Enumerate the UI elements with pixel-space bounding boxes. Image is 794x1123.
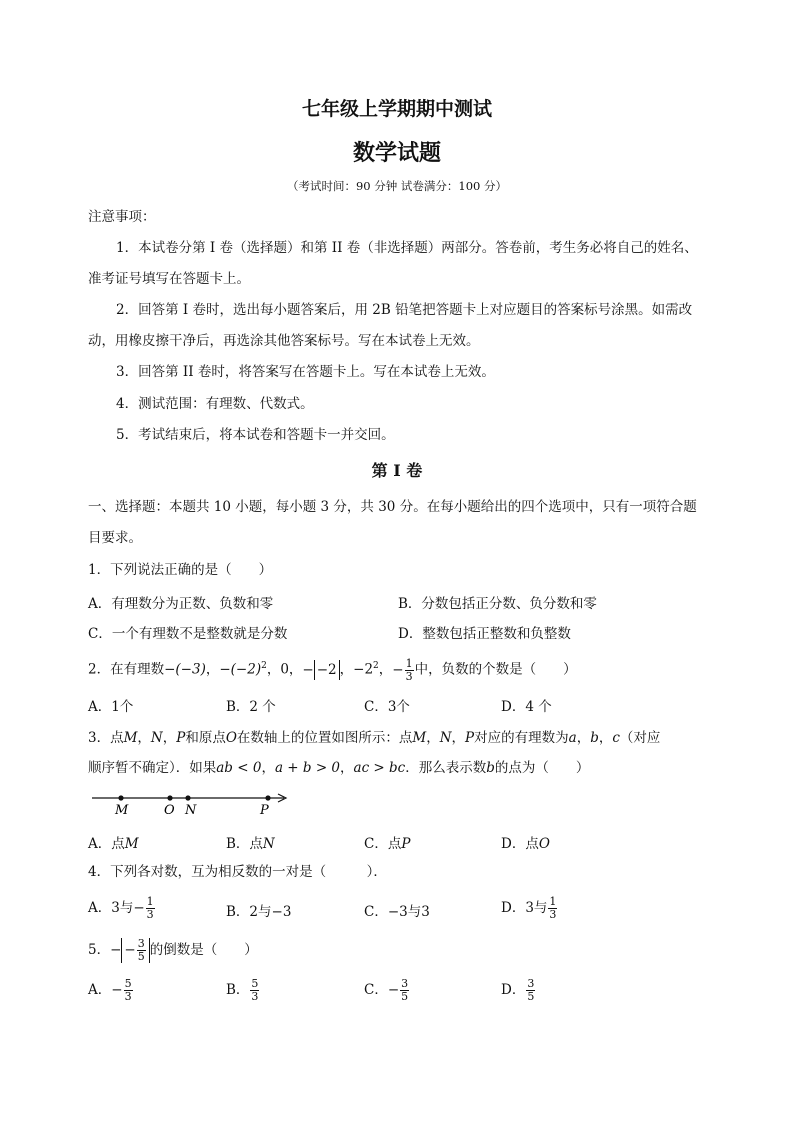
q2-expr-1: −(−3): [164, 661, 206, 678]
note-4: 4．测试范围：有理数、代数式。: [116, 396, 314, 412]
q1-option-c: C．一个有理数不是整数就是分数: [88, 626, 288, 642]
note-1-line-2: 准考证号填写在答题卡上。: [88, 271, 250, 287]
q3-stem-line-1: 3．点M，N，P和原点O在数轴上的位置如图所示：点M，N，P对应的有理数为a，b，c（对应: [88, 730, 661, 746]
q1-option-b: B．分数包括正分数、负分数和零: [398, 596, 597, 612]
q1-stem: 1．下列说法正确的是（ ）: [88, 562, 273, 578]
q4-stem: 4．下列各对数，互为相反数的一对是（ ）．: [88, 864, 387, 880]
q4-option-b: B．2与−3: [226, 904, 292, 920]
q1-option-a: A．有理数分为正数、负数和零: [88, 596, 274, 612]
point-m: [118, 795, 123, 800]
q2-expr-5: −2: [353, 661, 374, 678]
q2-stem: 2．在有理数−(−3)，$-(-2)^2$，0，− −2 ，$-2^2$，− $\frac{1}{3}$ 中，负数的个数是（ ）: [88, 656, 577, 683]
label-n: N: [185, 803, 197, 818]
q2-expr-3: 0: [280, 661, 289, 678]
note-5: 5．考试结束后，将本试卷和答题卡一并交回。: [116, 427, 395, 443]
q3-stem-line-2: 顺序暂不确定）．如果ab < 0，a + b > 0，ac > bc．那么表示数b的点为（ ）: [88, 760, 590, 776]
note-1-line-1: 1．本试卷分第 I 卷（选择题）和第 II 卷（非选择题）两部分。答卷前，考生务必将自己的姓名、: [116, 240, 698, 256]
point-o: [167, 795, 172, 800]
q2-option-d: D．4 个: [501, 699, 552, 715]
q4-option-d: D．3与 $\frac{1}{3}$: [501, 895, 557, 921]
notes-heading: 注意事项：: [88, 209, 156, 225]
q2-suffix: 中，负数的个数是（ ）: [414, 661, 577, 678]
q2-option-a: A．1个: [88, 699, 134, 715]
label-m: M: [115, 803, 129, 818]
q4-option-c: C．−3与3: [364, 904, 430, 920]
q2-option-c: C．3个: [364, 699, 410, 715]
q2-expr-4: − −2: [302, 662, 339, 678]
note-2-line-2: 动，用橡皮擦干净后，再选涂其他答案标号。写在本试卷上无效。: [88, 333, 480, 349]
point-n: [185, 795, 190, 800]
paper-grade-title: 七年级上学期期中测试: [301, 98, 492, 120]
label-o: O: [164, 803, 175, 818]
note-2-line-1: 2．回答第 I 卷时，选出每小题答案后，用 2B 铅笔把答题卡上对应题目的答案标号涂黑。如需改: [116, 302, 693, 318]
section-title: 第 I 卷: [371, 461, 423, 480]
number-line-figure: [88, 788, 298, 818]
label-p: P: [260, 803, 269, 818]
q5-option-d: D． $\frac{3}{5}$: [501, 977, 535, 1003]
q2-expr-6: − $\frac{1}{3}$: [392, 656, 413, 683]
q5-stem: 5．− − $\frac{3}{5}$ 的倒数是（ ）: [88, 937, 258, 963]
section-intro-line-1: 一、选择题：本题共 10 小题，每小题 3 分，共 30 分。在每小题给出的四个选项中，只有一项符合题: [88, 499, 697, 515]
q3-option-b: B．点N: [226, 836, 275, 852]
q2-expr-2: −(−2): [219, 661, 262, 678]
q3-option-d: D．点O: [501, 836, 550, 852]
q2-prefix: 2．在有理数: [88, 661, 165, 678]
q5-option-c: C．− $\frac{3}{5}$: [364, 977, 409, 1003]
q4-option-a: A．3与− $\frac{1}{3}$: [88, 895, 154, 921]
q3-option-a: A．点M: [88, 836, 139, 852]
q2-option-b: B．2 个: [226, 699, 276, 715]
paper-subject-title: 数学试题: [352, 140, 441, 166]
note-3: 3．回答第 II 卷时，将答案写在答题卡上。写在本试卷上无效。: [116, 364, 495, 380]
q1-option-d: D．整数包括正整数和负整数: [398, 626, 571, 642]
q5-option-a: A．− $\frac{5}{3}$: [88, 977, 132, 1003]
q5-option-b: B． $\frac{5}{3}$: [226, 977, 259, 1003]
point-p: [265, 795, 270, 800]
section-intro-line-2: 目要求。: [88, 530, 142, 546]
exam-info: （考试时间：90 分钟 试卷满分：100 分）: [286, 179, 508, 193]
q3-option-c: C．点P: [364, 836, 411, 852]
